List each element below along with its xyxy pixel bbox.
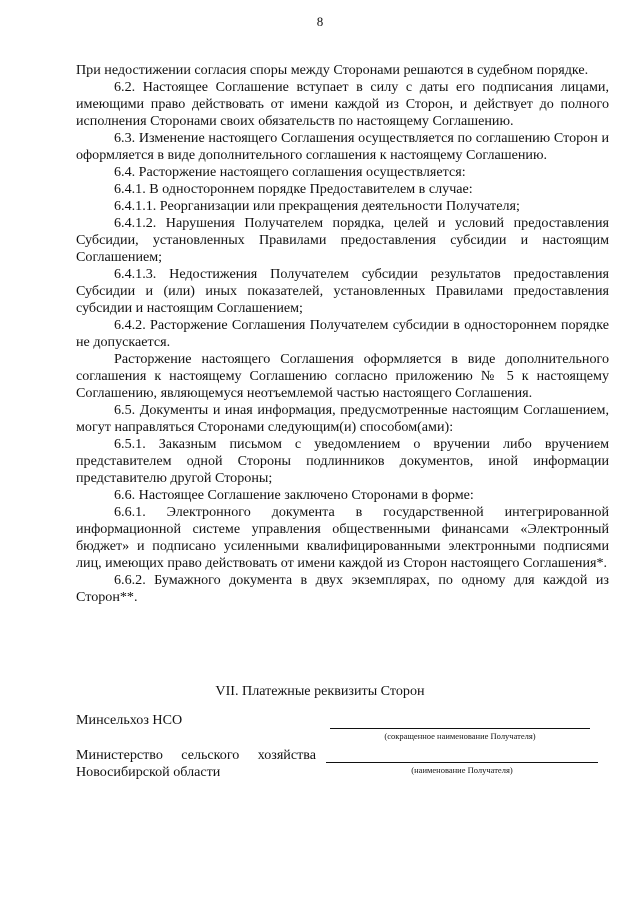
paragraph: 6.4.1.3. Недостижения Получателем субсидии результатов предоставления Субсидии и (или) иных показателей, установленных Правилами предоставления субсидии и настоящим Соглашением; <box>76 266 609 316</box>
section-heading: VII. Платежные реквизиты Сторон <box>215 683 425 699</box>
paragraph: 6.4. Расторжение настоящего соглашения осуществляется: <box>114 164 466 180</box>
paragraph: 6.4.1.2. Нарушения Получателем порядка, целей и условий предоставления Субсидии, установленных Правилами предоставления субсидии и настоящим Соглашением; <box>76 215 609 265</box>
paragraph: 6.4.1.1. Реорганизации или прекращения деятельности Получателя; <box>114 198 520 214</box>
paragraph: 6.6. Настоящее Соглашение заключено Сторонами в форме: <box>114 487 474 503</box>
recipient-full-name-line1: Министерство сельского хозяйства <box>76 747 316 763</box>
agreement-body <box>76 62 609 606</box>
paragraph: 6.6.2. Бумажного документа в двух экземплярах, по одному для каждой из Сторон**. <box>76 572 609 605</box>
paragraph: 6.6.1. Электронного документа в государственной интегрированной информационной системе управления общественными финансами «Электронный бюджет» и подписано усиленными квалифицированными электронными подписями лиц, имеющих право действовать от имени каждой из Сторон настоящего Соглашения*. <box>76 504 609 571</box>
full-name-caption: (наименование Получателя) <box>411 765 513 775</box>
paragraph: 6.5. Документы и иная информация, предусмотренные настоящим Соглашением, могут направляться Сторонами следующим(и) способом(ами): <box>76 402 609 435</box>
full-name-signature-line <box>326 762 598 763</box>
paragraph: 6.4.1. В одностороннем порядке Предоставителем в случае: <box>114 181 473 197</box>
short-name-caption: (сокращенное наименование Получателя) <box>384 731 536 741</box>
paragraph: Расторжение настоящего Соглашения оформляется в виде дополнительного соглашения к настоящему Соглашению согласно приложению № 5 к настоящему Соглашению, являющемуся неотъемлемой частью настоящего Соглашения. <box>76 351 609 401</box>
paragraph: 6.2. Настоящее Соглашение вступает в силу с даты его подписания лицами, имеющими право действовать от имени каждой из Сторон, и действует до полного исполнения Сторонами своих обязательств по настоящему Соглашению. <box>76 79 609 129</box>
short-name-signature-line <box>330 728 590 729</box>
recipient-short-name: Минсельхоз НСО <box>76 712 183 728</box>
recipient-full-name-line2: Новосибирской области <box>76 764 221 780</box>
paragraph: 6.3. Изменение настоящего Соглашения осуществляется по соглашению Сторон и оформляется в виде дополнительного соглашения к настоящему Соглашению. <box>76 130 609 163</box>
paragraph: При недостижении согласия споры между Сторонами решаются в судебном порядке. <box>76 62 589 78</box>
paragraph: 6.4.2. Расторжение Соглашения Получателем субсидии в одностороннем порядке не допускается. <box>76 317 609 350</box>
page-number: 8 <box>316 14 324 29</box>
paragraph: 6.5.1. Заказным письмом с уведомлением о вручении либо вручением представителем одной Стороны подлинников документов, иной информации представителю другой Стороны; <box>76 436 609 486</box>
